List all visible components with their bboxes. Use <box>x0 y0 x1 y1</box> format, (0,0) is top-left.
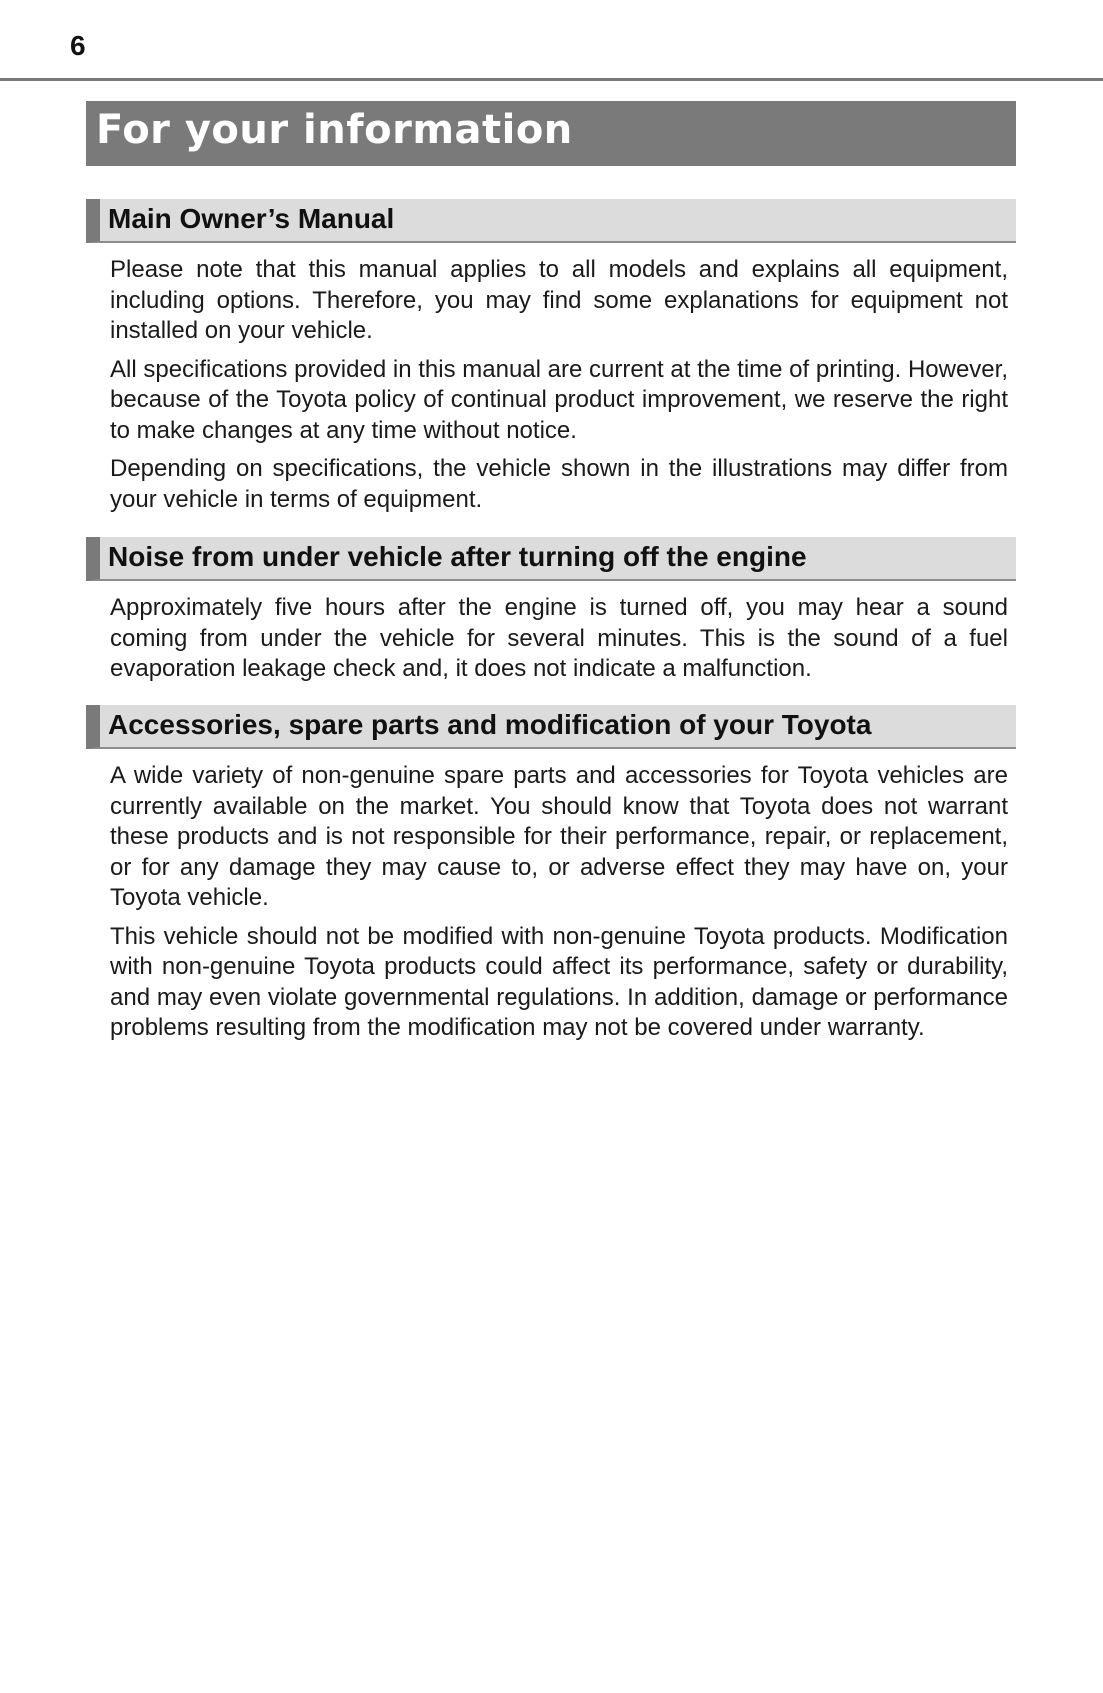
section-body-main-owners-manual <box>110 255 1008 523</box>
paragraph: This vehicle should not be modified with non-genuine Toyota products. Modification with non-genuine Toyota products could affect its performance, safety or durability, and may even violate governmental regulations. In addition, damage or performance problems resulting from the modification may not be covered under warranty. <box>110 922 1008 1041</box>
paragraph: Approximately five hours after the engine is turned off, you may hear a sound coming from under the vehicle for several minutes. This is the sound of a fuel evaporation leakage check and, it does not indicate a malfunction. <box>110 594 1008 682</box>
page-title: For your information <box>86 101 1016 166</box>
page-number: 6 <box>70 30 86 61</box>
paragraph: All specifications provided in this manual are current at the time of printing. However, because of the Toyota policy of continual product improvement, we reserve the right to make changes at any time without notice. <box>110 355 1008 444</box>
paragraph: A wide variety of non-genuine spare parts and accessories for Toyota vehicles are currently available on the market. You should know that Toyota does not warrant these products and is not responsible for their performance, repair, or replacement, or for any damage they may cause to, or adverse effect they may have on, your Toyota vehicle. <box>110 762 1008 911</box>
section-heading-main-owners-manual: Main Owner’s Manual <box>86 199 1016 243</box>
paragraph: Depending on specifications, the vehicle shown in the illustrations may differ from your vehicle in terms of equipment. <box>110 455 1008 513</box>
paragraph: Please note that this manual applies to all models and explains all equipment, including options. Therefore, you may find some explanations for equipment not installed on your vehicle. <box>110 256 1008 344</box>
header-divider <box>0 78 1103 81</box>
section-body-noise <box>110 593 1008 693</box>
section-body-accessories <box>110 761 1008 1052</box>
section-heading-noise: Noise from under vehicle after turning off the engine <box>86 537 1016 581</box>
section-heading-accessories: Accessories, spare parts and modification of your Toyota <box>86 705 1016 749</box>
